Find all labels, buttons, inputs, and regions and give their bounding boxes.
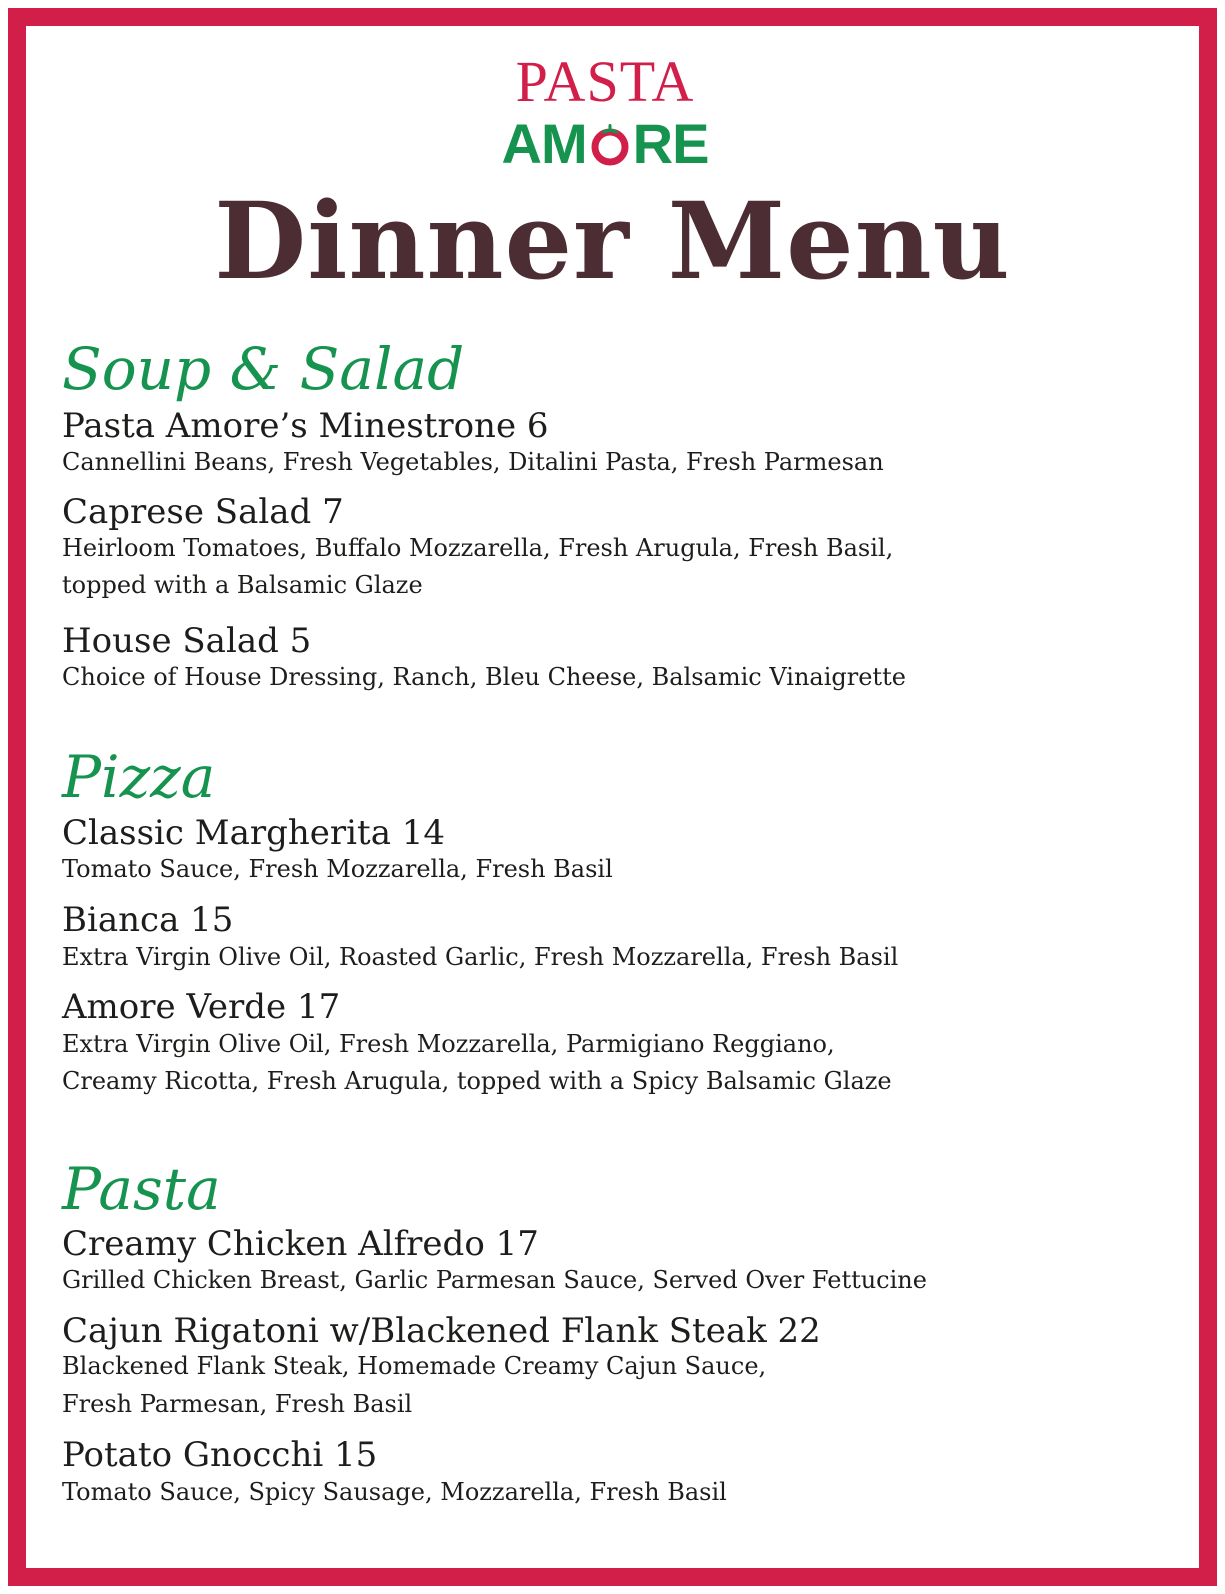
section-title-soup-salad: Soup & Salad xyxy=(62,335,465,403)
menu-item-description: Extra Virgin Olive Oil, Roasted Garlic, Fresh Mozzarella, Fresh Basil xyxy=(62,943,899,971)
menu-item-name: Bianca 15 xyxy=(62,900,234,940)
logo-amore-left: AM xyxy=(501,112,587,175)
menu-item-description: Grilled Chicken Breast, Garlic Parmesan Sauce, Served Over Fettucine xyxy=(62,1266,927,1294)
menu-item-description: Choice of House Dressing, Ranch, Bleu Cheese, Balsamic Vinaigrette xyxy=(62,663,906,691)
tomato-icon xyxy=(588,117,632,161)
menu-item-description: topped with a Balsamic Glaze xyxy=(62,571,423,599)
menu-item-name: Potato Gnocchi 15 xyxy=(62,1435,378,1475)
menu-item-name: Amore Verde 17 xyxy=(62,987,341,1027)
menu-item-name: House Salad 5 xyxy=(62,621,312,661)
page-title: Dinner Menu xyxy=(214,178,1011,303)
menu-item-description: Blackened Flank Steak, Homemade Creamy Cajun Sauce, xyxy=(62,1352,767,1380)
menu-item-name: Classic Margherita 14 xyxy=(62,813,446,853)
menu-item-description: Heirloom Tomatoes, Buffalo Mozzarella, Fresh Arugula, Fresh Basil, xyxy=(62,534,894,562)
menu-item-description: Fresh Parmesan, Fresh Basil xyxy=(62,1390,413,1418)
pasta-amore-logo xyxy=(480,49,730,175)
menu-item-description: Creamy Ricotta, Fresh Arugula, topped with a Spicy Balsamic Glaze xyxy=(62,1067,892,1095)
menu-item-name: Pasta Amore’s Minestrone 6 xyxy=(62,406,549,446)
logo-line-amore xyxy=(480,114,730,174)
menu-item-description: Extra Virgin Olive Oil, Fresh Mozzarella, Parmigiano Reggiano, xyxy=(62,1030,835,1058)
menu-item-name: Creamy Chicken Alfredo 17 xyxy=(62,1224,539,1264)
menu-item-description: Tomato Sauce, Fresh Mozzarella, Fresh Basil xyxy=(62,855,613,883)
logo-amore-right: RE xyxy=(632,112,709,175)
menu-item-name: Cajun Rigatoni w/Blackened Flank Steak 22 xyxy=(62,1311,821,1351)
logo-line-pasta: PASTA xyxy=(515,49,695,114)
section-title-pasta: Pasta xyxy=(62,1155,221,1223)
menu-item-description: Tomato Sauce, Spicy Sausage, Mozzarella, Fresh Basil xyxy=(62,1478,727,1506)
menu-item-name: Caprese Salad 7 xyxy=(62,492,344,532)
menu-item-description: Cannellini Beans, Fresh Vegetables, Ditalini Pasta, Fresh Parmesan xyxy=(62,448,884,476)
section-title-pizza: Pizza xyxy=(62,743,216,811)
